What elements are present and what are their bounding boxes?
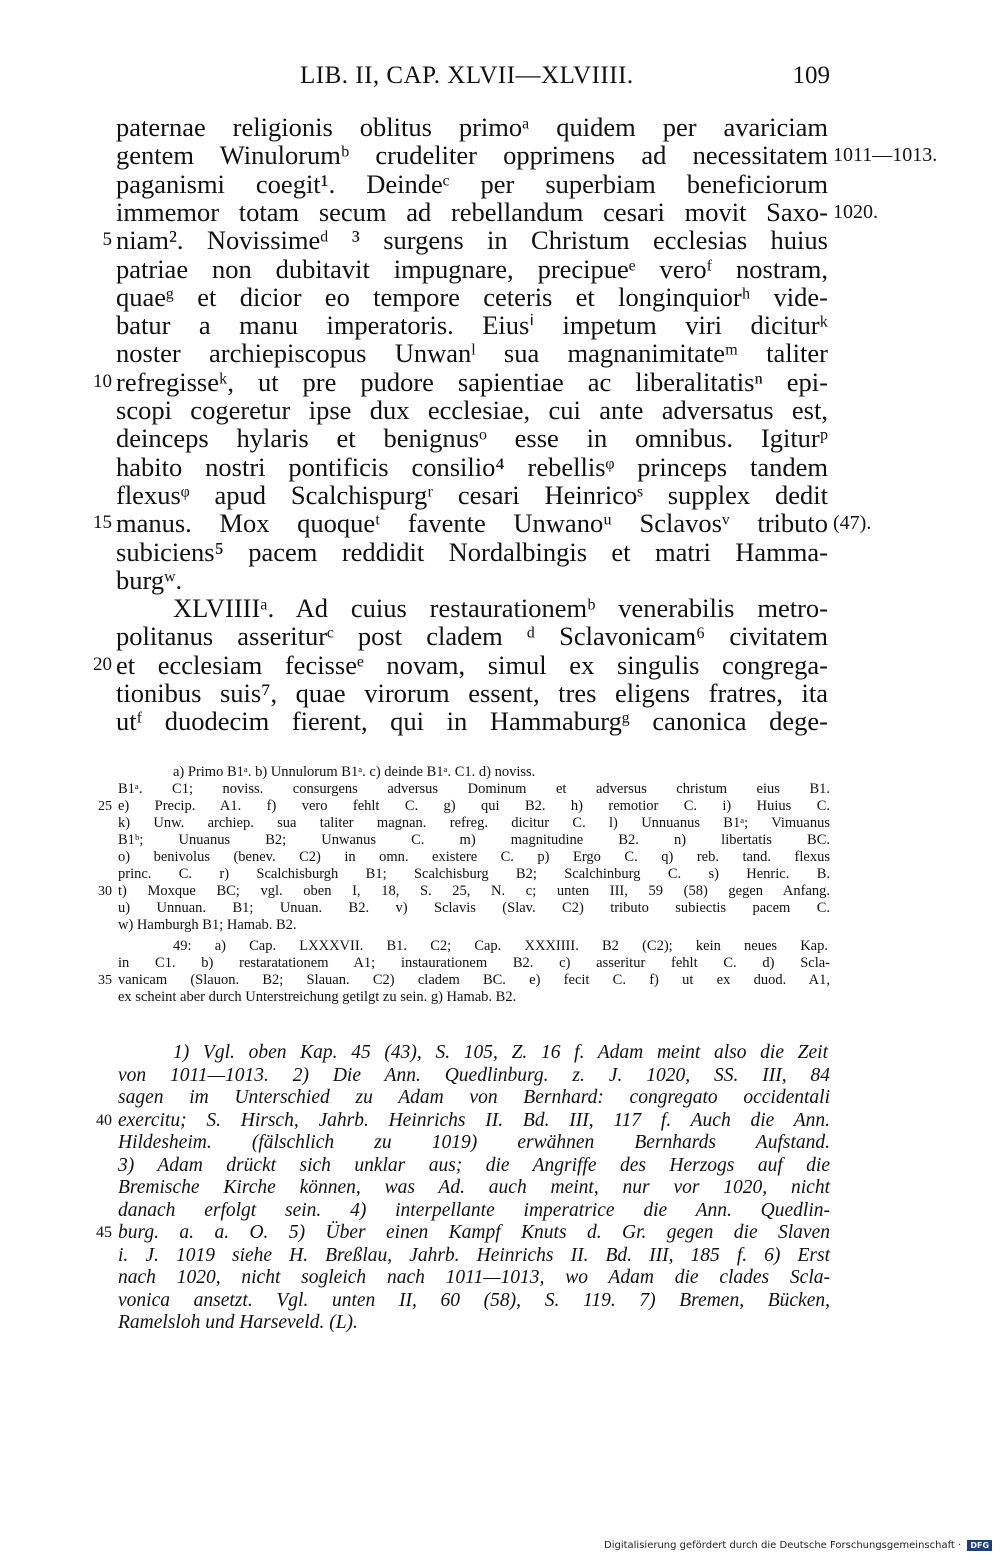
text-line: burgʷ. — [116, 564, 183, 595]
line-number: 25 — [98, 799, 112, 814]
footnote-line: 1) Vgl. oben Kap. 45 (43), S. 105, Z. 16 f. Adam meint also die Zeit — [173, 1042, 828, 1063]
footnote-line: Ramelsloh und Harseveld. (L). — [118, 1312, 358, 1333]
variant-line: a) Primo B1ᵃ. b) Unnulorum B1ᵃ. c) deinde B1ᵃ. C1. d) noviss. — [173, 764, 536, 780]
footnote-line: i. J. 1019 siehe H. Breßlau, Jahrb. Heinrichs II. Bd. III, 185 f. 6) Erst — [118, 1244, 830, 1266]
text-line: niam². Novissimeᵈ ³ surgens in Christum ecclesias huius — [116, 225, 828, 256]
text-line: refregisseᵏ, ut pre pudore sapientiae ac liberalitatisⁿ epi- — [116, 366, 828, 397]
variant-line: u) Unnuan. B1; Unuan. B2. v) Sclavis (Slav. C2) tributo subiectis pacem C. — [118, 900, 830, 916]
variant-line: t) Moxque BC; vgl. oben I, 18, S. 25, N. c; unten III, 59 (58) gegen Anfang. — [118, 883, 830, 899]
margin-chapter-ref: (47). — [833, 512, 872, 535]
variant-line: ex scheint aber durch Unterstreichung getilgt zu sein. g) Hamab. B2. — [118, 989, 517, 1005]
footnote-line: von 1011—1013. 2) Die Ann. Quedlinburg. z. J. 1020, SS. III, 84 — [118, 1064, 830, 1086]
footnote-line: Hildesheim. (fälschlich zu 1019) erwähnen Bernhards Aufstand. — [118, 1132, 830, 1153]
text-line: noster archiepiscopus Unwanˡ sua magnanimitateᵐ taliter — [116, 338, 828, 369]
text-line: flexusᵠ apud Scalchispurgʳ cesari Heinricoˢ supplex dedit — [116, 479, 828, 510]
credit-text: Digitalisierung gefördert durch die Deutsche Forschungsgemeinschaft · — [604, 1540, 962, 1551]
footnote-line: burg. a. a. O. 5) Über einen Kampf Knuts d. Gr. gegen die Slaven — [118, 1222, 830, 1243]
variant-line: vanicam (Slauon. B2; Slauan. C2) cladem BC. e) fecit C. f) ut ex duod. A1, — [118, 972, 830, 988]
variant-line: 49: a) Cap. LXXXVII. B1. C2; Cap. XXXIIII. B2 (C2); kein neues Kap. — [173, 938, 828, 954]
line-number: 5 — [102, 229, 112, 251]
text-line: patriae non dubitavit impugnare, precipueᵉ veroᶠ nostram, — [116, 253, 828, 284]
text-line: scopi cogeretur ipse dux ecclesiae, cui ante adversatus est, — [116, 395, 828, 425]
dfg-logo-icon: DFG — [967, 1540, 992, 1551]
text-line: gentem Winulorumᵇ crudeliter opprimens ad necessitatem — [116, 140, 828, 171]
footnote-line: vonica ansetzt. Vgl. unten II, 60 (58), S. 119. 7) Bremen, Bücken, — [118, 1289, 830, 1311]
variant-line: in C1. b) restaratationem A1; instaurationem B2. c) asseritur fehlt C. d) Scla- — [118, 955, 830, 971]
running-header — [300, 62, 830, 92]
text-line: batur a manu imperatoris. Eiusⁱ impetum viri diciturᵏ — [116, 310, 828, 341]
footnote-line: danach erfolgt sein. 4) interpellante imperatrice die Ann. Quedlin- — [118, 1199, 830, 1221]
line-number: 30 — [98, 884, 112, 899]
variant-line: k) Unw. archiep. sua taliter magnan. refreg. dicitur C. l) Unnuanus B1ᵃ; Vimuanus — [118, 815, 830, 831]
variant-line: w) Hamburgh B1; Hamab. B2. — [118, 917, 297, 933]
text-line: politanus asseriturᶜ post cladem ᵈ Sclavonicam⁶ civitatem — [116, 621, 828, 652]
text-line: immemor totam secum ad rebellandum cesari movit Saxo- — [116, 196, 828, 227]
text-line: paternae religionis oblitus primoᵃ quidem per avariciam — [116, 112, 828, 142]
line-number: 45 — [96, 1224, 112, 1241]
variant-line: e) Precip. A1. f) vero fehlt C. g) qui B2. h) remotior C. i) Huius C. — [118, 798, 830, 814]
footnote-line: nach 1020, nicht sogleich nach 1011—1013, wo Adam die clades Scla- — [118, 1267, 830, 1288]
text-line: subiciens⁵ pacem reddidit Nordalbingis et matri Hamma- — [116, 536, 828, 567]
running-title: LIB. II, CAP. XLVII—XLVIIII. — [300, 62, 634, 89]
line-number: 20 — [93, 653, 112, 675]
text-line: paganismi coegit¹. Deindeᶜ per superbiam beneficiorum — [116, 168, 828, 199]
footnote-line: exercitu; S. Hirsch, Jahrb. Heinrichs II. Bd. III, 117 f. Auch die Ann. — [118, 1109, 830, 1131]
chapter-heading-line: XLVIIIIᵃ. Ad cuius restaurationemᵇ venerabilis metro- — [173, 593, 828, 624]
variant-line: B1ᵃ. C1; noviss. consurgens adversus Dominum et adversus christum eius B1. — [118, 781, 830, 797]
variant-line: princ. C. r) Scalchisburgh B1; Scalchisburg B2; Scalchinburg C. s) Henric. B. — [118, 866, 830, 882]
text-line: utᶠ duodecim fierent, qui in Hammaburgᵍ canonica dege- — [116, 706, 828, 737]
text-line: quaeᵍ et dicior eo tempore ceteris et longinquiorʰ vide- — [116, 281, 828, 312]
text-line: manus. Mox quoqueᵗ favente Unwanoᵘ Sclavosᵛ tributo — [116, 508, 828, 539]
footnote-line: Bremische Kirche können, was Ad. auch meint, nur vor 1020, nicht — [118, 1177, 830, 1198]
text-line: deinceps hylaris et benignusᵒ esse in omnibus. Igiturᵖ — [116, 423, 828, 454]
line-number: 40 — [96, 1111, 112, 1129]
text-line: et ecclesiam fecisseᵉ novam, simul ex singulis congrega- — [116, 649, 828, 680]
line-number: 10 — [93, 370, 112, 392]
digitization-credit — [604, 1538, 994, 1554]
margin-date: 1011—1013. — [833, 144, 938, 167]
line-number: 15 — [93, 512, 112, 534]
text-line: habito nostri pontificis consilio⁴ rebellisᵠ princeps tandem — [116, 451, 828, 482]
margin-date: 1020. — [833, 200, 878, 223]
variant-line: B1ᵇ; Unuanus B2; Unwanus C. m) magnitudine B2. n) libertatis BC. — [118, 832, 830, 848]
footnote-line: sagen im Unterschied zu Adam von Bernhard: congregato occidentali — [118, 1087, 830, 1108]
footnote-line: 3) Adam drückt sich unklar aus; die Angriffe des Herzogs auf die — [118, 1154, 830, 1176]
line-number: 35 — [98, 973, 112, 988]
variant-line: o) benivolus (benev. C2) in omn. existere C. p) Ergo C. q) reb. tand. flexus — [118, 849, 830, 865]
text-line: tionibus suis⁷, quae virorum essent, tres eligens fratres, ita — [116, 678, 828, 708]
page-number: 109 — [792, 62, 830, 89]
